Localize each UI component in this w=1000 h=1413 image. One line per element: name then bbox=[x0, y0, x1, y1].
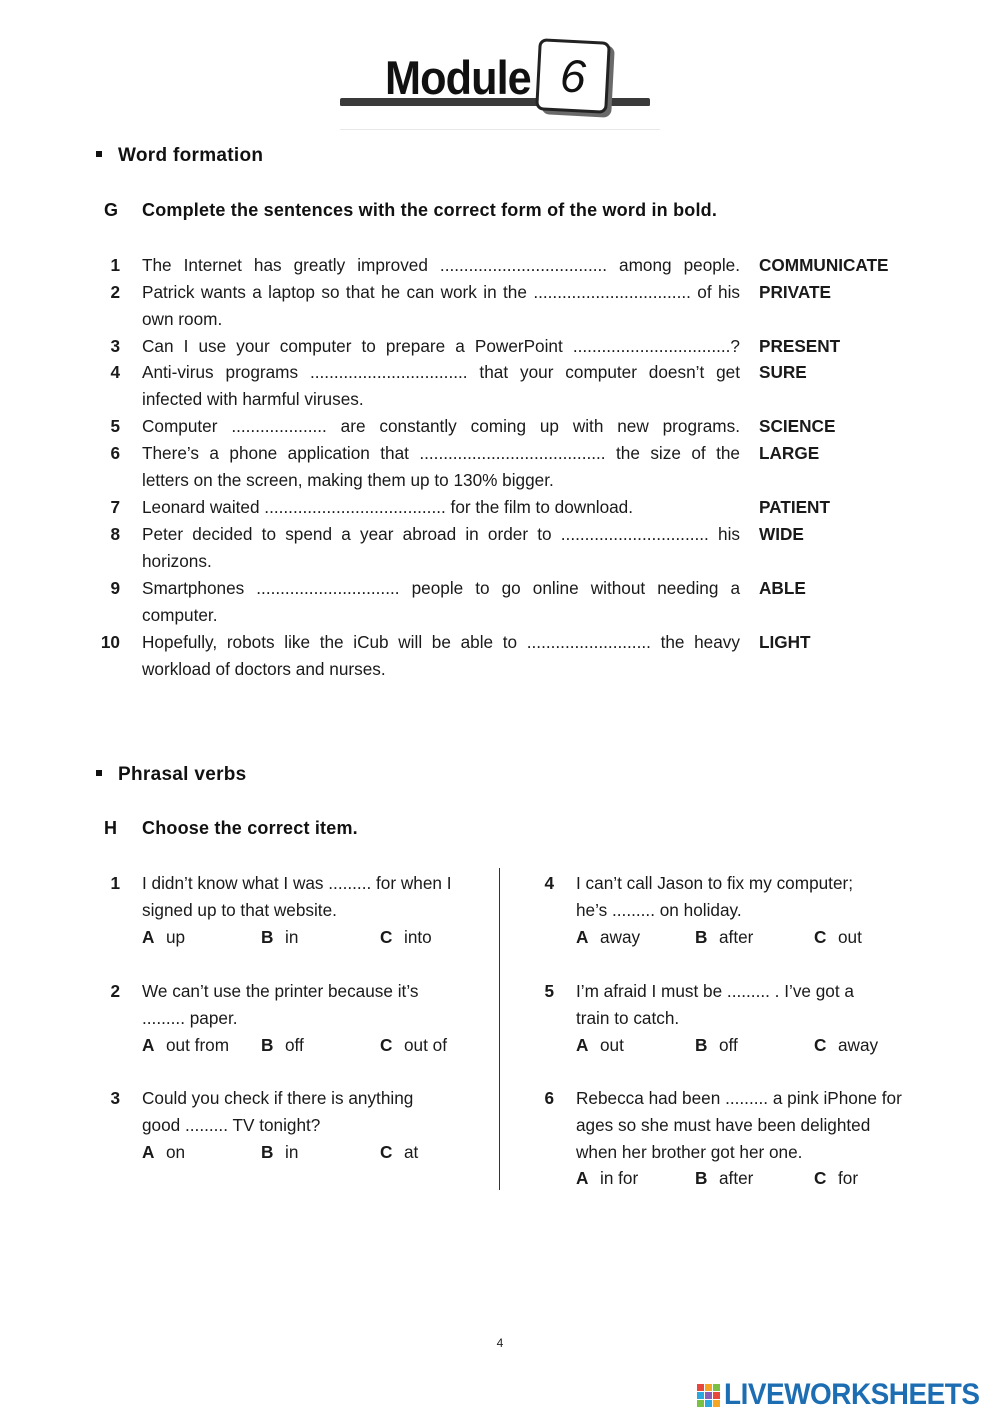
item-number: 6 bbox=[544, 1088, 554, 1108]
module-number-box bbox=[535, 38, 611, 114]
option-label: A bbox=[576, 1168, 589, 1188]
option-c[interactable] bbox=[380, 1139, 418, 1166]
option-label: A bbox=[576, 1035, 589, 1055]
bullet-icon bbox=[96, 151, 102, 157]
option-b[interactable] bbox=[261, 924, 298, 951]
option-label: B bbox=[695, 1168, 708, 1188]
option-label: B bbox=[261, 927, 274, 947]
option-b[interactable] bbox=[695, 1165, 753, 1192]
option-text: after bbox=[719, 927, 754, 947]
module-number: 6 bbox=[558, 49, 588, 103]
option-c[interactable] bbox=[814, 924, 862, 951]
exercise-instruction: Choose the correct item. bbox=[142, 818, 358, 838]
item-keyword: LARGE bbox=[759, 443, 820, 463]
option-label: C bbox=[814, 927, 827, 947]
option-a[interactable] bbox=[576, 1165, 638, 1192]
item-sentence: I’m afraid I must be ......... . I’ve got a train to catch. bbox=[576, 981, 854, 1028]
option-text: out bbox=[838, 927, 862, 947]
option-label: B bbox=[261, 1035, 274, 1055]
option-label: A bbox=[142, 927, 155, 947]
answer-options bbox=[142, 1032, 472, 1059]
column-divider bbox=[499, 868, 500, 1190]
liveworksheets-wordmark: LIVEWORKSHEETS bbox=[724, 1378, 980, 1411]
item-number: 9 bbox=[110, 578, 120, 598]
option-text: in bbox=[285, 927, 299, 947]
exercise-letter: G bbox=[104, 200, 119, 220]
option-label: B bbox=[695, 927, 708, 947]
option-text: on bbox=[166, 1142, 186, 1162]
option-label: C bbox=[814, 1035, 827, 1055]
option-label: C bbox=[814, 1168, 827, 1188]
item-sentence: Computer .................... are constantly coming up with new programs. bbox=[142, 416, 740, 436]
item-keyword: SCIENCE bbox=[759, 416, 836, 436]
option-b[interactable] bbox=[695, 924, 753, 951]
section-heading-word-formation bbox=[96, 145, 263, 167]
item-sentence: Anti-virus programs ................................. that your computer doesn’t get infected with harmful viruses. bbox=[142, 362, 740, 409]
item-keyword: ABLE bbox=[759, 578, 806, 598]
item-number: 4 bbox=[544, 873, 554, 893]
section-heading-phrasal-verbs bbox=[96, 764, 247, 786]
option-text: in for bbox=[600, 1168, 639, 1188]
item-sentence: Smartphones .............................. people to go online without needing a computer. bbox=[142, 578, 740, 625]
item-number: 3 bbox=[110, 1088, 120, 1108]
item-sentence: Patrick wants a laptop so that he can work in the ................................. of his own room. bbox=[142, 282, 740, 329]
option-label: A bbox=[142, 1035, 155, 1055]
item-sentence: Hopefully, robots like the iCub will be able to .......................... the heavy workload of doctors and nurses. bbox=[142, 632, 740, 679]
item-number: 3 bbox=[110, 336, 120, 356]
item-keyword: COMMUNICATE bbox=[759, 255, 889, 275]
item-number: 8 bbox=[110, 524, 120, 544]
module-header bbox=[340, 36, 660, 131]
option-label: B bbox=[695, 1035, 708, 1055]
option-b[interactable] bbox=[261, 1139, 298, 1166]
option-label: A bbox=[142, 1142, 155, 1162]
option-a[interactable] bbox=[576, 1032, 624, 1059]
module-title: Module bbox=[385, 51, 531, 104]
option-text: at bbox=[404, 1142, 419, 1162]
item-number: 5 bbox=[544, 981, 554, 1001]
item-sentence: We can’t use the printer because it’s ......... paper. bbox=[142, 981, 419, 1028]
item-keyword: LIGHT bbox=[759, 632, 811, 652]
option-text: in bbox=[285, 1142, 299, 1162]
option-text: out of bbox=[404, 1035, 448, 1055]
item-sentence: There’s a phone application that ....................................... the size of the letters on the screen, making them up to 130% bigger. bbox=[142, 443, 740, 490]
exercise-instruction: Complete the sentences with the correct form of the word in bold. bbox=[142, 200, 718, 220]
item-sentence: Leonard waited ...................................... for the film to download. bbox=[142, 497, 634, 517]
item-number: 7 bbox=[110, 497, 120, 517]
liveworksheets-logo[interactable] bbox=[697, 1375, 999, 1413]
option-text: for bbox=[838, 1168, 859, 1188]
item-sentence: Rebecca had been ......... a pink iPhone for ages so she must have been delighted when her brother got her one. bbox=[576, 1088, 902, 1162]
section-title: Word formation bbox=[118, 145, 264, 166]
option-a[interactable] bbox=[576, 924, 640, 951]
answer-options bbox=[576, 924, 906, 951]
option-b[interactable] bbox=[695, 1032, 738, 1059]
option-text: into bbox=[404, 927, 432, 947]
option-c[interactable] bbox=[814, 1165, 858, 1192]
option-a[interactable] bbox=[142, 924, 185, 951]
item-number: 5 bbox=[110, 416, 120, 436]
item-number: 1 bbox=[110, 873, 120, 893]
exercise-heading-g bbox=[104, 200, 717, 221]
answer-options bbox=[142, 1139, 472, 1166]
option-label: B bbox=[261, 1142, 274, 1162]
item-sentence: I can’t call Jason to fix my computer; he’s ......... on holiday. bbox=[576, 873, 854, 920]
item-number: 4 bbox=[110, 362, 120, 382]
option-text: out from bbox=[166, 1035, 230, 1055]
option-text: away bbox=[838, 1035, 879, 1055]
item-number: 10 bbox=[100, 632, 120, 652]
item-sentence: The Internet has greatly improved ................................... among people. bbox=[142, 255, 740, 275]
exercise-heading-h bbox=[104, 818, 358, 839]
option-label: A bbox=[576, 927, 589, 947]
option-label: C bbox=[380, 927, 393, 947]
item-number: 6 bbox=[110, 443, 120, 463]
item-keyword: PATIENT bbox=[759, 497, 830, 517]
option-a[interactable] bbox=[142, 1032, 229, 1059]
header-rule bbox=[340, 129, 660, 130]
item-number: 2 bbox=[110, 282, 120, 302]
item-sentence: I didn’t know what I was ......... for when I signed up to that website. bbox=[142, 873, 452, 920]
option-label: C bbox=[380, 1035, 393, 1055]
option-label: C bbox=[380, 1142, 393, 1162]
bullet-icon bbox=[96, 770, 102, 776]
item-keyword: SURE bbox=[759, 362, 807, 382]
answer-options bbox=[142, 924, 472, 951]
option-text: off bbox=[285, 1035, 304, 1055]
item-sentence: Peter decided to spend a year abroad in order to ............................... his horizons. bbox=[142, 524, 740, 571]
option-text: off bbox=[719, 1035, 738, 1055]
page-number: 4 bbox=[496, 1336, 504, 1350]
option-b[interactable] bbox=[261, 1032, 304, 1059]
item-keyword: PRIVATE bbox=[759, 282, 831, 302]
option-c[interactable] bbox=[380, 1032, 447, 1059]
option-text: up bbox=[166, 927, 186, 947]
section-title: Phrasal verbs bbox=[118, 764, 247, 785]
item-sentence: Can I use your computer to prepare a PowerPoint .................................? bbox=[142, 336, 740, 356]
item-sentence: Could you check if there is anything good ......... TV tonight? bbox=[142, 1088, 414, 1135]
option-a[interactable] bbox=[142, 1139, 185, 1166]
option-c[interactable] bbox=[380, 924, 432, 951]
option-text: away bbox=[600, 927, 641, 947]
option-text: out bbox=[600, 1035, 624, 1055]
liveworksheets-icon bbox=[697, 1381, 721, 1409]
answer-options bbox=[576, 1165, 906, 1192]
item-number: 2 bbox=[110, 981, 120, 1001]
item-keyword: PRESENT bbox=[759, 336, 841, 356]
item-number: 1 bbox=[110, 255, 120, 275]
option-text: after bbox=[719, 1168, 754, 1188]
item-keyword: WIDE bbox=[759, 524, 804, 544]
exercise-letter: H bbox=[104, 818, 118, 838]
answer-options bbox=[576, 1032, 906, 1059]
option-c[interactable] bbox=[814, 1032, 878, 1059]
